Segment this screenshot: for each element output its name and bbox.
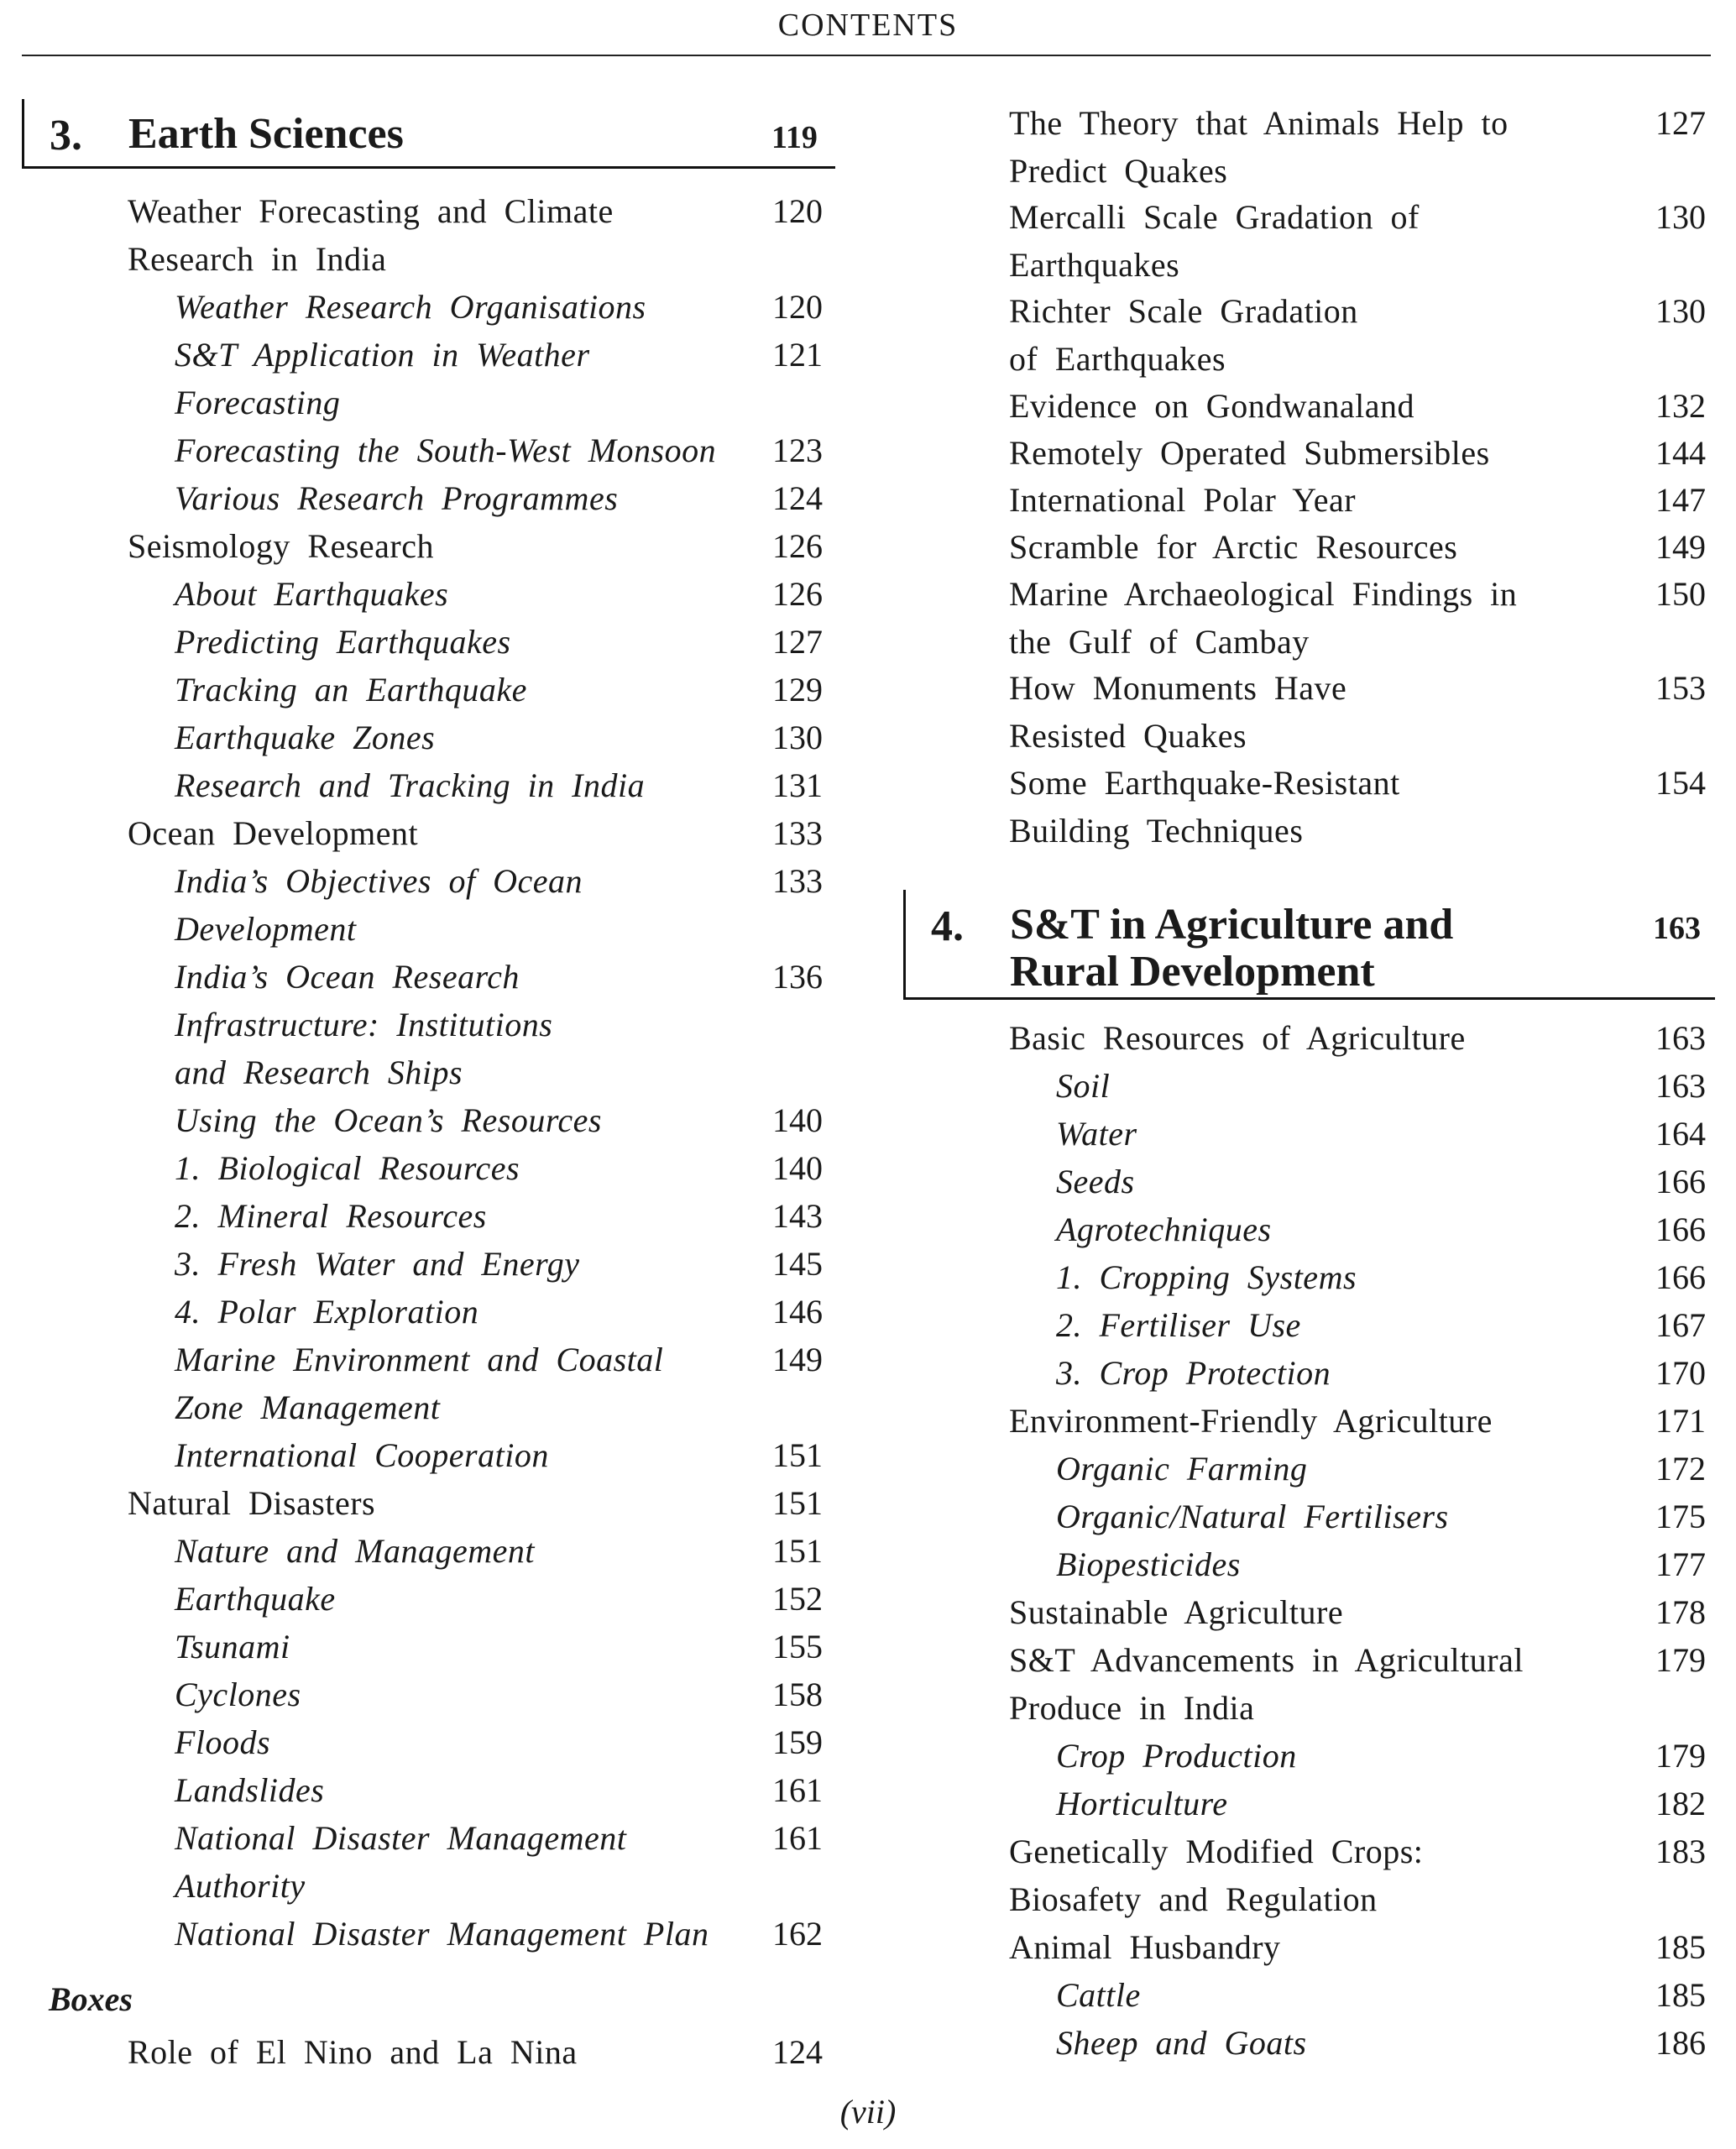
toc-subentry[interactable]: 1. Cropping Systems [1056, 1258, 1357, 1296]
page-number: 151 [772, 1532, 823, 1570]
toc-subentry[interactable]: Forecasting the South-West Monsoon [175, 431, 717, 469]
page-number: 127 [1655, 104, 1706, 142]
page-number: 183 [1655, 1833, 1706, 1870]
toc-subentry[interactable]: Tsunami [175, 1628, 290, 1665]
page-number: 170 [1655, 1354, 1706, 1392]
page-number: 132 [1655, 387, 1706, 425]
page-number: 145 [772, 1245, 823, 1283]
toc-subentry[interactable]: Agrotechniques [1056, 1210, 1272, 1248]
page-number: 166 [1655, 1163, 1706, 1200]
toc-subentry[interactable]: India’s Ocean Research Infrastructure: Institutions and Research Ships [175, 958, 553, 1091]
page-folio: (vii) [839, 2093, 897, 2131]
page-number: 163 [1655, 1019, 1706, 1057]
header-rule [22, 55, 1711, 56]
page-number: 146 [772, 1293, 823, 1331]
page-number: 171 [1655, 1402, 1706, 1440]
toc-entry[interactable]: Natural Disasters [128, 1484, 376, 1522]
page-number: 126 [772, 575, 823, 613]
box-entry[interactable]: Role of El Nino and La Nina [128, 2033, 578, 2071]
toc-subentry[interactable]: Landslides [175, 1771, 325, 1809]
toc-subentry[interactable]: Nature and Management [175, 1532, 535, 1570]
page-number: 155 [772, 1628, 823, 1665]
page-number: 149 [772, 1341, 823, 1378]
page-number: 151 [772, 1436, 823, 1474]
toc-subentry[interactable]: 2. Fertiliser Use [1056, 1306, 1301, 1344]
chapter-number: 3. [50, 112, 82, 159]
toc-subentry[interactable]: Various Research Programmes [175, 479, 619, 517]
page-number: 130 [1655, 198, 1706, 236]
page-number: 185 [1655, 1928, 1706, 1966]
page-number: 120 [772, 192, 823, 230]
chapter-title-line2: Rural Development [1010, 948, 1375, 996]
box-entry[interactable]: Some Earthquake-Resistant Building Techniques [1009, 764, 1400, 850]
page-number: 140 [772, 1149, 823, 1187]
page-number: 130 [772, 719, 823, 756]
page-number: 151 [772, 1484, 823, 1522]
page-number: 179 [1655, 1641, 1706, 1679]
box-entry[interactable]: How Monuments Have Resisted Quakes [1009, 669, 1347, 755]
box-entry[interactable]: Scramble for Arctic Resources [1009, 528, 1458, 566]
page-number: 136 [772, 958, 823, 996]
page-number: 159 [772, 1723, 823, 1761]
box-entry[interactable]: The Theory that Animals Help to Predict Quakes [1009, 104, 1509, 190]
toc-subentry[interactable]: 1. Biological Resources [175, 1149, 520, 1187]
page-number: 166 [1655, 1210, 1706, 1248]
page-number: 164 [1655, 1115, 1706, 1153]
chapter-title: Earth Sciences [128, 110, 404, 158]
toc-subentry[interactable]: Using the Ocean’s Resources [175, 1101, 602, 1139]
page-number: 172 [1655, 1450, 1706, 1488]
toc-entry[interactable]: Environment-Friendly Agriculture [1009, 1402, 1493, 1440]
page-number: 131 [772, 766, 823, 804]
toc-subentry[interactable]: Earthquake Zones [175, 719, 436, 756]
page-number: 133 [772, 862, 823, 900]
toc-subentry[interactable]: 3. Crop Protection [1056, 1354, 1331, 1392]
toc-entry[interactable]: Seismology Research [128, 527, 434, 565]
toc-subentry[interactable]: Crop Production [1056, 1737, 1297, 1775]
toc-subentry[interactable]: Soil [1056, 1067, 1111, 1105]
page-number: 140 [772, 1101, 823, 1139]
box-entry[interactable]: International Polar Year [1009, 481, 1357, 519]
page-number: 166 [1655, 1258, 1706, 1296]
page-number: 175 [1655, 1498, 1706, 1535]
toc-subentry[interactable]: About Earthquakes [175, 575, 449, 613]
toc-entry[interactable]: Sustainable Agriculture [1009, 1593, 1344, 1631]
page-number: 179 [1655, 1737, 1706, 1775]
toc-subentry[interactable]: Biopesticides [1056, 1545, 1241, 1583]
page-number: 163 [1655, 1067, 1706, 1105]
page-number: 161 [772, 1771, 823, 1809]
page-number: 133 [772, 814, 823, 852]
toc-entry[interactable]: Basic Resources of Agriculture [1009, 1019, 1466, 1057]
toc-subentry[interactable]: International Cooperation [175, 1436, 549, 1474]
toc-subentry[interactable]: Cyclones [175, 1676, 301, 1713]
page-number: 153 [1655, 669, 1706, 707]
chapter-page: 163 [1653, 911, 1701, 946]
chapter-3-heading[interactable] [22, 99, 835, 169]
page-number: 154 [1655, 764, 1706, 802]
page-number: 143 [772, 1197, 823, 1235]
page-number: 121 [772, 336, 823, 374]
chapter-page: 119 [771, 120, 818, 155]
page-number: 124 [772, 479, 823, 517]
page-number: 120 [772, 288, 823, 326]
toc-subentry[interactable]: Tracking an Earthquake [175, 671, 527, 708]
toc-subentry[interactable]: Organic Farming [1056, 1450, 1308, 1488]
chapter-title-line1: S&T in Agriculture and [1010, 901, 1454, 949]
page-number: 144 [1655, 434, 1706, 472]
toc-subentry[interactable]: India’s Objectives of Ocean Development [175, 862, 583, 948]
page-number: 158 [772, 1676, 823, 1713]
toc-subentry[interactable]: 4. Polar Exploration [175, 1293, 479, 1331]
page-number: 149 [1655, 528, 1706, 566]
running-head: CONTENTS [777, 8, 959, 43]
toc-subentry[interactable]: Predicting Earthquakes [175, 623, 511, 661]
chapter-4-heading[interactable] [903, 890, 1715, 1000]
page-number: 130 [1655, 292, 1706, 330]
chapter-number: 4. [931, 902, 964, 950]
toc-subentry[interactable]: Research and Tracking in India [175, 766, 646, 804]
boxes-heading: Boxes [49, 1980, 133, 2018]
box-entry[interactable]: Marine Archaeological Findings in the Gulf of Cambay [1009, 575, 1518, 661]
toc-subentry[interactable]: Horticulture [1056, 1785, 1228, 1822]
page-number: 161 [772, 1819, 823, 1857]
toc-subentry[interactable]: Earthquake [175, 1580, 336, 1618]
page-number: 162 [772, 1915, 823, 1953]
toc-subentry[interactable]: Water [1056, 1115, 1137, 1153]
page-number: 185 [1655, 1976, 1706, 2014]
toc-subentry[interactable]: Sheep and Goats [1056, 2024, 1307, 2062]
page-number: 124 [772, 2033, 823, 2071]
page-number: 186 [1655, 2024, 1706, 2062]
toc-subentry[interactable]: Marine Environment and Coastal Zone Management [175, 1341, 664, 1426]
page-number: 177 [1655, 1545, 1706, 1583]
page-number: 152 [772, 1580, 823, 1618]
box-entry[interactable]: Evidence on Gondwanaland [1009, 387, 1414, 425]
toc-entry[interactable]: Weather Forecasting and Climate Research in India [128, 192, 614, 278]
page-number: 147 [1655, 481, 1706, 519]
page-number: 150 [1655, 575, 1706, 613]
page-number: 129 [772, 671, 823, 708]
toc-subentry[interactable]: Organic/Natural Fertilisers [1056, 1498, 1449, 1535]
toc-subentry[interactable]: Seeds [1056, 1163, 1135, 1200]
toc-entry[interactable]: Genetically Modified Crops: Biosafety and Regulation [1009, 1833, 1424, 1918]
toc-subentry[interactable]: Cattle [1056, 1976, 1141, 2014]
toc-subentry[interactable]: National Disaster Management Plan [175, 1915, 709, 1953]
toc-entry[interactable]: S&T Advancements in Agricultural Produce in India [1009, 1641, 1524, 1727]
toc-subentry[interactable]: 2. Mineral Resources [175, 1197, 487, 1235]
toc-subentry[interactable]: Weather Research Organisations [175, 288, 646, 326]
toc-subentry[interactable]: S&T Application in Weather Forecasting [175, 336, 590, 421]
box-entry[interactable]: Mercalli Scale Gradation of Earthquakes [1009, 198, 1420, 284]
box-entry[interactable]: Remotely Operated Submersibles [1009, 434, 1490, 472]
page-number: 167 [1655, 1306, 1706, 1344]
toc-entry[interactable]: Animal Husbandry [1009, 1928, 1281, 1966]
page-number: 127 [772, 623, 823, 661]
toc-subentry[interactable]: National Disaster Management Authority [175, 1819, 627, 1905]
page-number: 182 [1655, 1785, 1706, 1822]
box-entry[interactable]: Richter Scale Gradation of Earthquakes [1009, 292, 1358, 378]
page-number: 126 [772, 527, 823, 565]
toc-subentry[interactable]: Floods [175, 1723, 271, 1761]
page-number: 123 [772, 431, 823, 469]
toc-entry[interactable]: Ocean Development [128, 814, 419, 852]
toc-subentry[interactable]: 3. Fresh Water and Energy [175, 1245, 580, 1283]
page-number: 178 [1655, 1593, 1706, 1631]
